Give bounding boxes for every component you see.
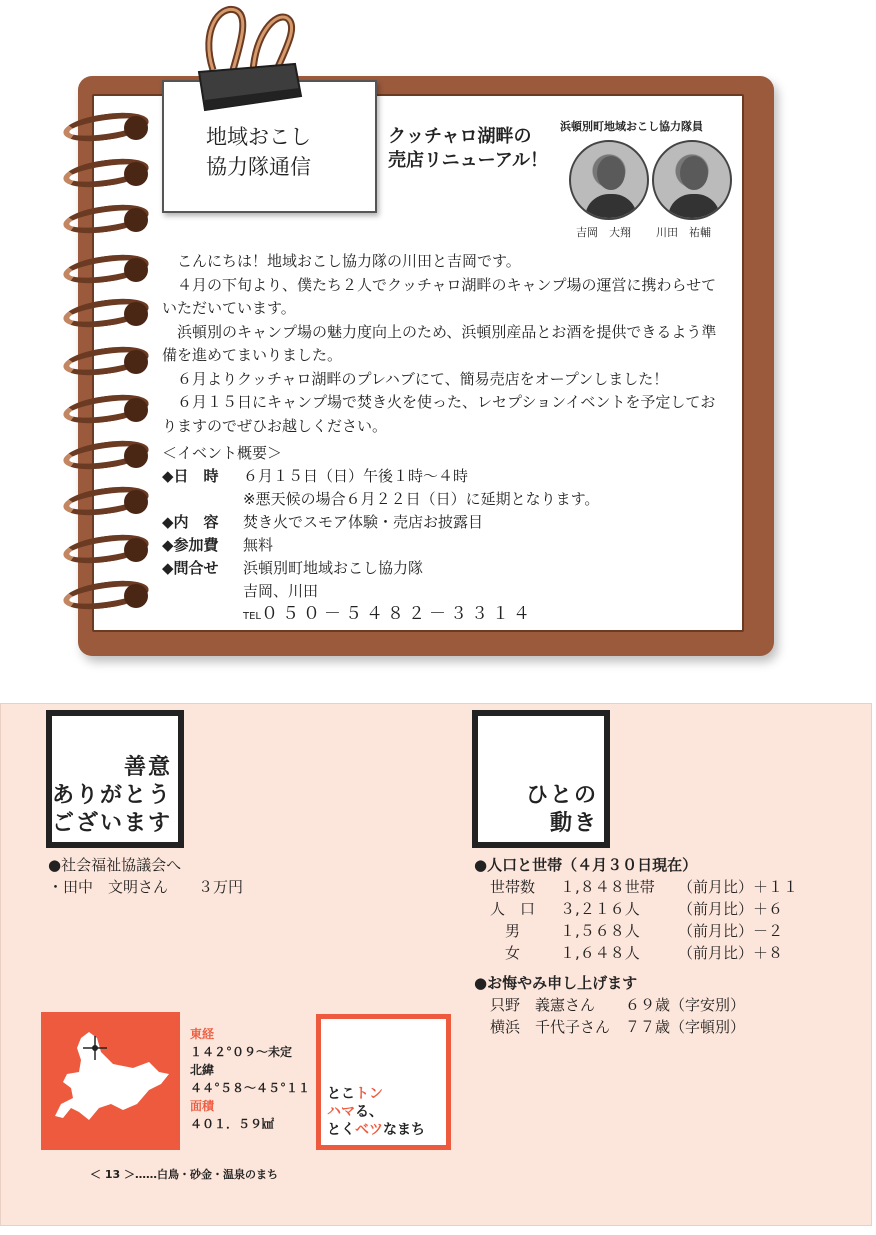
stat-change: （前月比）－２ [678, 922, 784, 940]
paragraph: ６月よりクッチャロ湖畔のプレハブにて、簡易売店をオープンしました！ [177, 369, 669, 388]
stat-row [474, 942, 798, 964]
slogan-text: る、 [355, 1104, 383, 1120]
goodwill-heading: ●社会福祉協議会へ [48, 856, 182, 874]
stat-change: （前月比）＋６ [678, 900, 784, 918]
stat-value: １,６４８人 [560, 944, 640, 962]
condolence-entry: 横浜 千代子さん ７７歳（字頓別） [490, 1018, 746, 1036]
goodwill-donor: ・田中 文明さん ３万円 [48, 878, 244, 896]
hokkaido-outline-icon [41, 1012, 180, 1150]
people-heading-box [472, 710, 610, 848]
town-coordinates [190, 1025, 310, 1133]
goodwill-list [48, 854, 243, 898]
people-stats [474, 854, 798, 1038]
members-caption: 浜頓別町地域おこし協力隊員 [560, 120, 703, 133]
event-contact-label: ◆問合せ [162, 559, 219, 577]
north-label: 北緯 [190, 1063, 215, 1077]
stat-value: １,８４８世帯 [560, 878, 655, 896]
goodwill-box-line3: ございます [52, 811, 173, 836]
area-label: 面積 [190, 1099, 215, 1113]
page-number-footer: ＜ 13 ＞……白鳥・砂金・温泉のまち [90, 1168, 278, 1181]
member-name-kawata: 川田 祐輔 [656, 226, 711, 239]
event-date-value: ６月１５日（日）午後１時～４時 [243, 467, 469, 485]
people-box-line1: ひとの [525, 783, 598, 808]
event-content-label: ◆内 容 [162, 513, 219, 531]
stat-row [474, 898, 798, 920]
event-date-label: ◆日 時 [162, 467, 219, 485]
event-phone [243, 603, 534, 628]
event-contact-value: 浜頓別町地域おこし協力隊 [243, 559, 424, 577]
event-summary [162, 442, 599, 628]
event-fee-label: ◆参加費 [162, 536, 219, 554]
stat-change: （前月比）＋８ [678, 944, 784, 962]
slogan-text: とこ [327, 1086, 355, 1102]
binder-clip-icon [195, 0, 305, 115]
slogan-text: とく [327, 1122, 355, 1138]
stat-value: １,５６８人 [560, 922, 640, 940]
people-box-line2: 動き [549, 811, 598, 836]
event-title: ＜イベント概要＞ [162, 444, 283, 462]
article-headline [388, 125, 548, 173]
town-slogan-box [316, 1014, 451, 1150]
tel-mark: TEL [243, 611, 261, 622]
headline-line1: クッチャロ湖畔の [388, 126, 532, 147]
event-content-value: 焚き火でスモア体験・売店お披露目 [243, 513, 484, 531]
goodwill-heading-box [46, 710, 184, 848]
goodwill-box-line2: ありがとう [52, 783, 173, 808]
stat-change: （前月比）＋１１ [678, 878, 799, 896]
tag-title-line2: 協力隊通信 [206, 155, 311, 179]
paragraph: こんにちは！地域おこし協力隊の川田と吉岡です。 [177, 252, 521, 270]
stat-label: 女 [490, 944, 521, 962]
condolence-entry: 只野 義憲さん ６９歳（字安別） [490, 996, 746, 1014]
paragraph: ６月１５日にキャンプ場で焚き火を使った、レセプションイベントを予定しておりますのでぜひお越しください。 [162, 393, 716, 435]
stat-label: 世帯数 [490, 878, 536, 896]
slogan-highlight: ハマ [327, 1104, 355, 1120]
east-value: １４２°０９～未定 [190, 1045, 293, 1059]
slogan-highlight: ベツ [355, 1122, 383, 1138]
stat-label: 人 口 [490, 900, 536, 918]
event-contact-names: 吉岡、川田 [243, 582, 319, 600]
headline-line2: 売店リニューアル！ [388, 150, 549, 171]
population-heading: ●人口と世帯（４月３０日現在） [474, 856, 698, 874]
slogan-text: なまち [383, 1122, 425, 1138]
event-date-note: ※悪天候の場合６月２２日（日）に延期となります。 [243, 490, 600, 508]
phone-number: ０５０－５４８２－３３１４ [261, 604, 534, 624]
stat-row [474, 876, 798, 898]
member-photo-kawata [652, 140, 732, 220]
slogan-highlight: トン [355, 1086, 383, 1102]
area-value: ４０１．５９㎢ [190, 1117, 275, 1131]
hokkaido-map [41, 1012, 180, 1150]
stat-value: ３,２１６人 [560, 900, 640, 918]
east-label: 東経 [190, 1027, 215, 1041]
paragraph: ４月の下旬より、僕たち２人でクッチャロ湖畔のキャンプ場の運営に携わらせていただいています。 [162, 275, 717, 317]
stat-label: 男 [490, 922, 521, 940]
member-photo-yoshioka [569, 140, 649, 220]
article-body [162, 250, 722, 438]
paragraph: 浜頓別のキャンプ場の魅力度向上のため、浜頓別産品とお酒を提供できるよう準備を進めてまいりました。 [162, 322, 717, 364]
goodwill-box-line1: 善意 [123, 755, 172, 780]
tag-title-line1: 地域おこし [206, 125, 311, 149]
stat-row [474, 920, 798, 942]
north-value: ４４°５８～４５°１１ [190, 1081, 311, 1095]
member-name-yoshioka: 吉岡 大翔 [576, 226, 631, 239]
event-fee-value: 無料 [243, 536, 274, 554]
condolence-heading: ●お悔やみ申し上げます [474, 974, 638, 992]
